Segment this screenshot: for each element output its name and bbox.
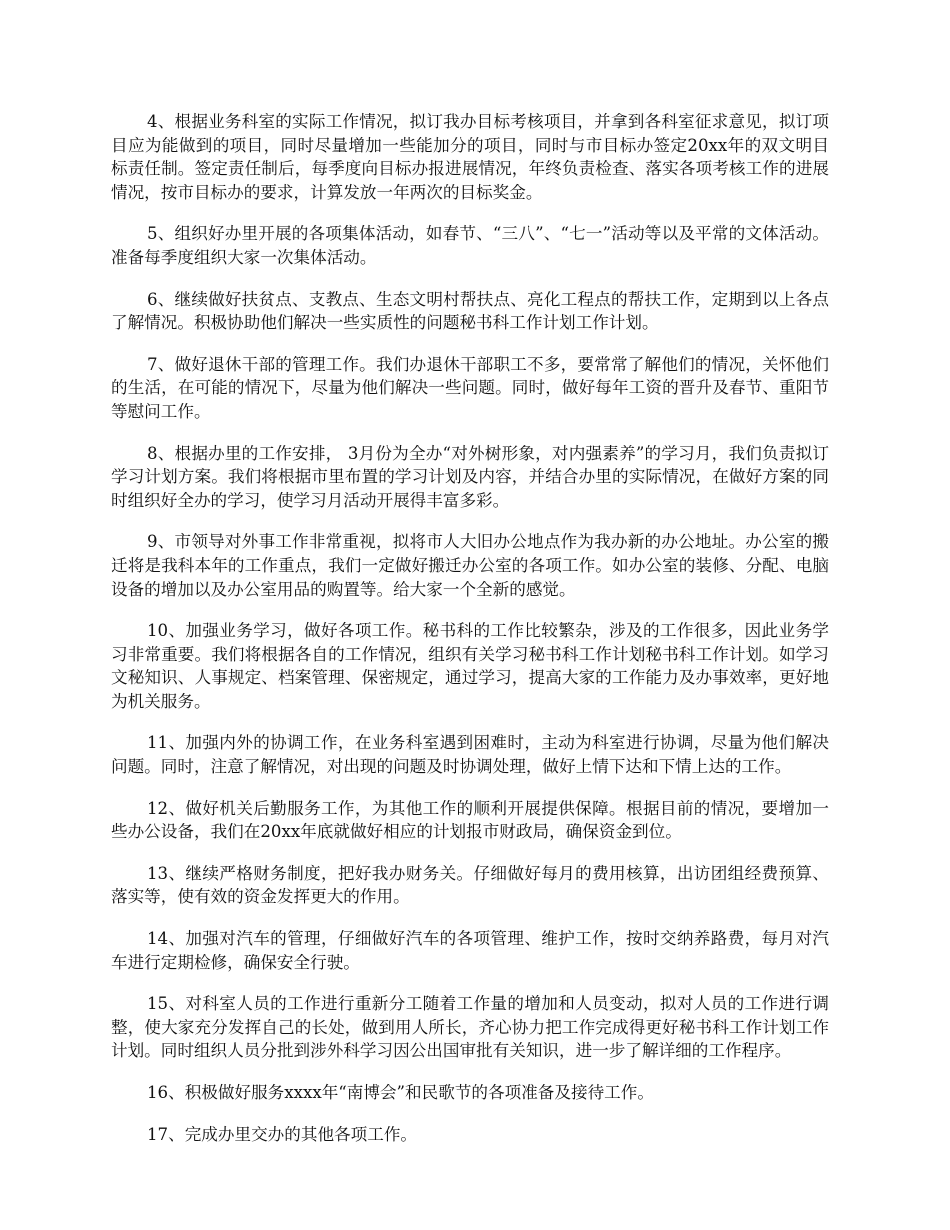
- paragraph-item-10: 10、加强业务学习，做好各项工作。秘书科的工作比较繁杂，涉及的工作很多，因此业务学习非常重要。我们将根据各自的工作情况，组织有关学习秘书科工作计划秘书科工作计划。如学习文秘知识、人事规定、档案管理、保密规定，通过学习，提高大家的工作能力及办事效率，更好地为机关服务。: [111, 621, 829, 711]
- paragraph-item-7: 7、做好退休干部的管理工作。我们办退休干部职工不多，要常常了解他们的情况，关怀他们的生活，在可能的情况下，尽量为他们解决一些问题。同时，做好每年工资的晋升及春节、重阳节等慰问工作。: [111, 354, 829, 421]
- paragraph-item-4: 4、根据业务科室的实际工作情况，拟订我办目标考核项目，并拿到各科室征求意见，拟订项目应为能做到的项目，同时尽量增加一些能加分的项目，同时与市目标办签定20xx年的双文明目标责任制。签定责任制后，每季度向目标办报进展情况，年终负责检查、落实各项考核工作的进展情况，按市目标办的要求，计算发放一年两次的目标奖金。: [111, 112, 829, 202]
- paragraph-item-15: 15、对科室人员的工作进行重新分工随着工作量的增加和人员变动，拟对人员的工作进行调整，使大家充分发挥自己的长处，做到用人所长，齐心协力把工作完成得更好秘书科工作计划工作计划。同时组织人员分批到涉外科学习因公出国审批有关知识，进一步了解详细的工作程序。: [111, 994, 829, 1061]
- paragraph-item-9: 9、市领导对外事工作非常重视，拟将市人大旧办公地点作为我办新的办公地址。办公室的搬迁将是我科本年的工作重点，我们一定做好搬迁办公室的各项工作。如办公室的装修、分配、电脑设备的增加以及办公室用品的购置等。给大家一个全新的感觉。: [111, 532, 829, 599]
- paragraph-item-5: 5、组织好办里开展的各项集体活动，如春节、“三八”、“七一”活动等以及平常的文体活动。准备每季度组织大家一次集体活动。: [111, 224, 829, 267]
- document-body: [111, 110, 829, 1164]
- paragraph-item-6: 6、继续做好扶贫点、支教点、生态文明村帮扶点、亮化工程点的帮扶工作，定期到以上各点了解情况。积极协助他们解决一些实质性的问题秘书科工作计划工作计划。: [111, 289, 829, 333]
- paragraph-item-11: 11、加强内外的协调工作，在业务科室遇到困难时，主动为科室进行协调，尽量为他们解决问题。同时，注意了解情况，对出现的问题及时协调处理，做好上情下达和下情上达的工作。: [111, 733, 829, 777]
- paragraph-item-8: 8、根据办里的工作安排， 3月份为全办“对外树形象，对内强素养”的学习月，我们负责拟订学习计划方案。我们将根据市里布置的学习计划及内容，并结合办里的实际情况，在做好方案的同时组织好全办的学习，使学习月活动开展得丰富多彩。: [111, 443, 829, 510]
- paragraph-item-12: 12、做好机关后勤服务工作，为其他工作的顺利开展提供保障。根据目前的情况，要增加一些办公设备，我们在20xx年底就做好相应的计划报市财政局，确保资金到位。: [111, 798, 829, 842]
- paragraph-item-16: 16、积极做好服务xxxx年“南博会”和民歌节的各项准备及接待工作。: [147, 1083, 654, 1102]
- paragraph-item-13: 13、继续严格财务制度，把好我办财务关。仔细做好每月的费用核算，出访团组经费预算、落实等，使有效的资金发挥更大的作用。: [111, 863, 829, 907]
- paragraph-item-14: 14、加强对汽车的管理，仔细做好汽车的各项管理、维护工作，按时交纳养路费，每月对汽车进行定期检修，确保安全行驶。: [111, 929, 829, 972]
- paragraph-item-17: 17、完成办里交办的其他各项工作。: [147, 1124, 418, 1144]
